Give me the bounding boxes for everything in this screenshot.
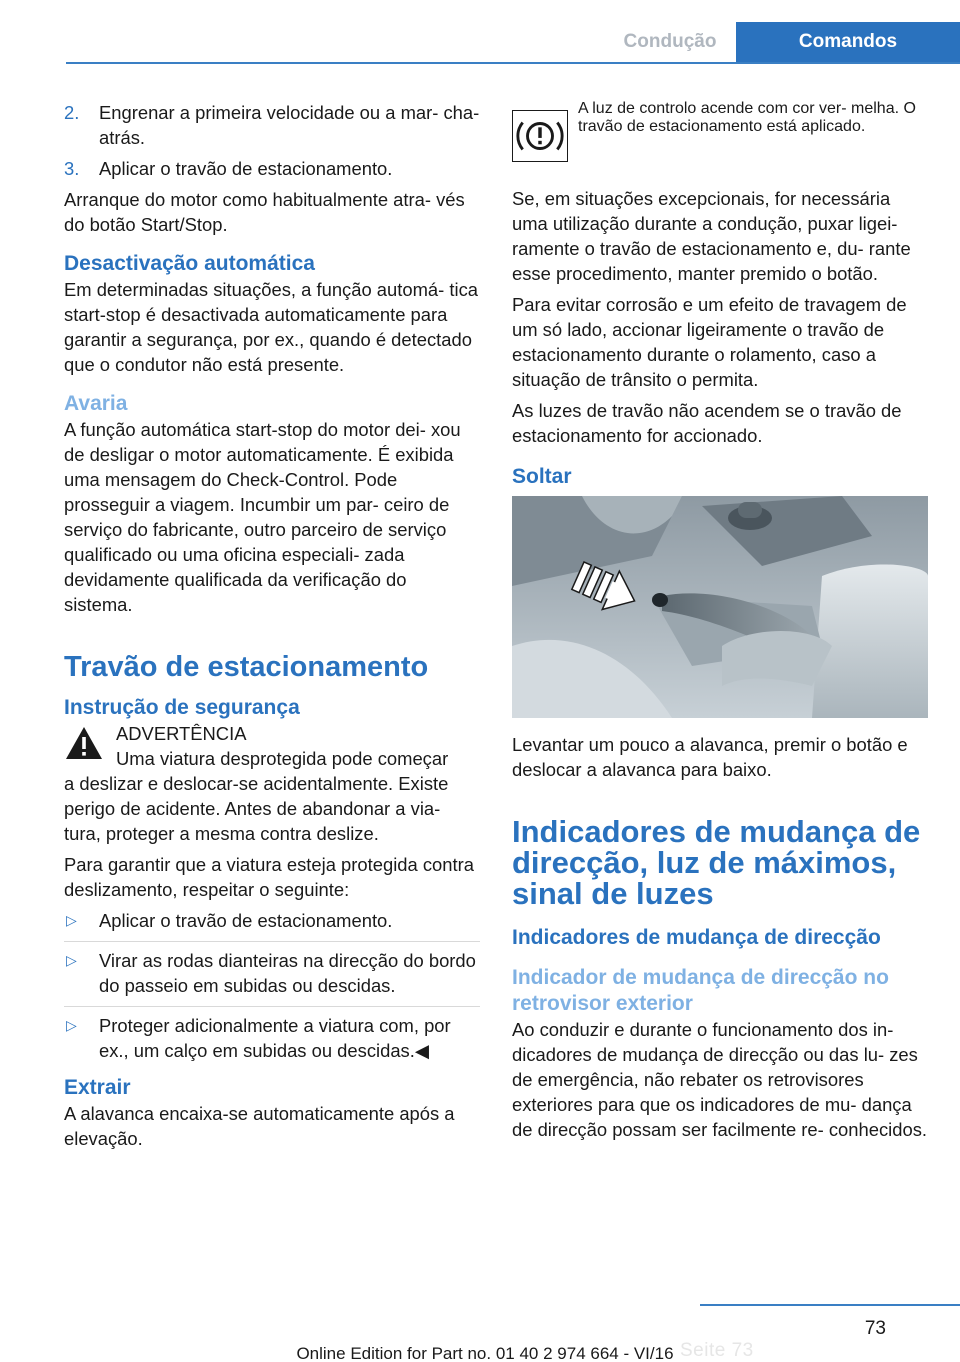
warning-block	[64, 721, 480, 771]
step-item	[64, 100, 480, 150]
list-item	[64, 908, 480, 933]
header-rule	[66, 62, 960, 64]
edition-footer: Online Edition for Part no. 01 40 2 974 664 - VI/16	[296, 1344, 674, 1362]
step-number: 2.	[64, 102, 80, 123]
parking-brake-icon	[512, 110, 568, 162]
right-column	[512, 100, 928, 1148]
warning-text-line1: Uma viatura desprotegida pode começar	[116, 748, 449, 769]
paragraph-garantir: Para garantir que a viatura esteja protegida contra deslizamento, respeitar o seguinte:	[64, 854, 474, 900]
list-item-text: Virar as rodas dianteiras na direcção do bordo do passeio em subidas ou descidas.	[99, 950, 476, 996]
page-number: 73	[864, 1318, 886, 1339]
paragraph-levantar: Levantar um pouco a alavanca, premir o botão e deslocar a alavanca para baixo.	[512, 734, 908, 780]
left-column	[64, 100, 480, 1157]
list-item-text: Proteger adicionalmente a viatura com, por ex., um calço em subidas ou descidas.◀	[99, 1015, 451, 1061]
brake-indicator-text: A luz de controlo acende com cor ver‐ melha. O travão de estacionamento está aplicado.	[578, 100, 916, 135]
step-number: 3.	[64, 158, 80, 179]
warning-icon	[64, 725, 104, 761]
step-text: Engrenar a primeira velocidade ou a mar‐ cha-atrás.	[99, 102, 480, 148]
heading-desactivacao: Desactivação automática	[64, 252, 315, 275]
step-text: Aplicar o travão de estacionamento.	[99, 158, 393, 179]
paragraph-corrosao: Para evitar corrosão e um efeito de travagem de um só lado, accionar ligeiramente o travão de estacionamento durante o rolamento, caso a situação de trânsito o permita.	[512, 294, 907, 390]
parking-brake-photo	[512, 496, 928, 718]
brake-indicator-row	[512, 100, 928, 178]
heading-travao: Travão de estacionamento	[64, 651, 429, 683]
paragraph-arranque: Arranque do motor como habitualmente atra‐ vés do botão Start/Stop.	[64, 189, 465, 235]
heading-avaria: Avaria	[64, 392, 128, 415]
heading-indicadores-sub: Indicadores de mudança de direcção	[512, 926, 881, 949]
triangle-bullet-icon: ▷	[66, 912, 77, 928]
warning-text: a deslizar e deslocar-se acidentalmente. Existe perigo de acidente. Antes de abandonar a via‐ tura, proteger a mesma contra deslize.	[64, 773, 449, 844]
steps-list	[64, 100, 480, 181]
triangle-bullet-icon: ▷	[66, 1017, 77, 1033]
triangle-bullet-icon: ▷	[66, 952, 77, 968]
heading-indicadores: Indicadores de mudança de direcção, luz de máximos, sinal de luzes	[512, 814, 921, 911]
list-item	[64, 941, 480, 998]
safety-list	[64, 908, 480, 1063]
heading-instrucao: Instrução de segurança	[64, 696, 300, 719]
heading-extrair: Extrair	[64, 1076, 131, 1099]
paragraph-luzes: As luzes de travão não acendem se o travão de estacionamento for accionado.	[512, 400, 902, 446]
heading-retrovisor: Indicador de mudança de direcção no retrovisor exterior	[512, 966, 889, 1015]
paragraph-avaria: A função automática start-stop do motor dei‐ xou de desligar o motor automaticamente. É exibida uma mensagem do Check-Control. Pode prosseguir a viagem. Incumbir um par‐ ceiro de serviço do fabricante, outro parceiro de serviço qualificado ou uma oficina especiali‐ zada devidamente qualificada da verificação do sistema.	[64, 419, 461, 615]
watermark: Seite 73	[680, 1340, 754, 1361]
list-item	[64, 1006, 480, 1063]
paragraph-extrair: A alavanca encaixa-se automaticamente após a elevação.	[64, 1103, 455, 1149]
paragraph-desactivacao: Em determinadas situações, a função automá‐ tica start-stop é desactivada automaticamente para garantir a segurança, por ex., quando é detectado que o condutor não está presente.	[64, 279, 479, 375]
paragraph-se: Se, em situações excepcionais, for necessária uma utilização durante a condução, puxar ligei‐ ramente o travão de estacionamento e, du‐ rante esse procedimento, manter premido o botão.	[512, 188, 911, 284]
paragraph-conduzir: Ao conduzir e durante o funcionamento dos in‐ dicadores de mudança de direcção ou das lu‐ zes de emergência, não rebater os retrovisores exteriores para que os indicadores de mu‐ dança de direcção possam ser facilmente re‐ conhecidos.	[512, 1019, 928, 1140]
heading-soltar: Soltar	[512, 465, 572, 488]
chapter-tab-conducao[interactable]: Condução	[623, 31, 717, 52]
footer-rule	[700, 1304, 960, 1306]
chapter-tab-comandos[interactable]: Comandos	[736, 22, 960, 62]
step-item	[64, 156, 480, 181]
warning-title: ADVERTÊNCIA	[116, 723, 247, 744]
list-item-text: Aplicar o travão de estacionamento.	[99, 910, 393, 931]
